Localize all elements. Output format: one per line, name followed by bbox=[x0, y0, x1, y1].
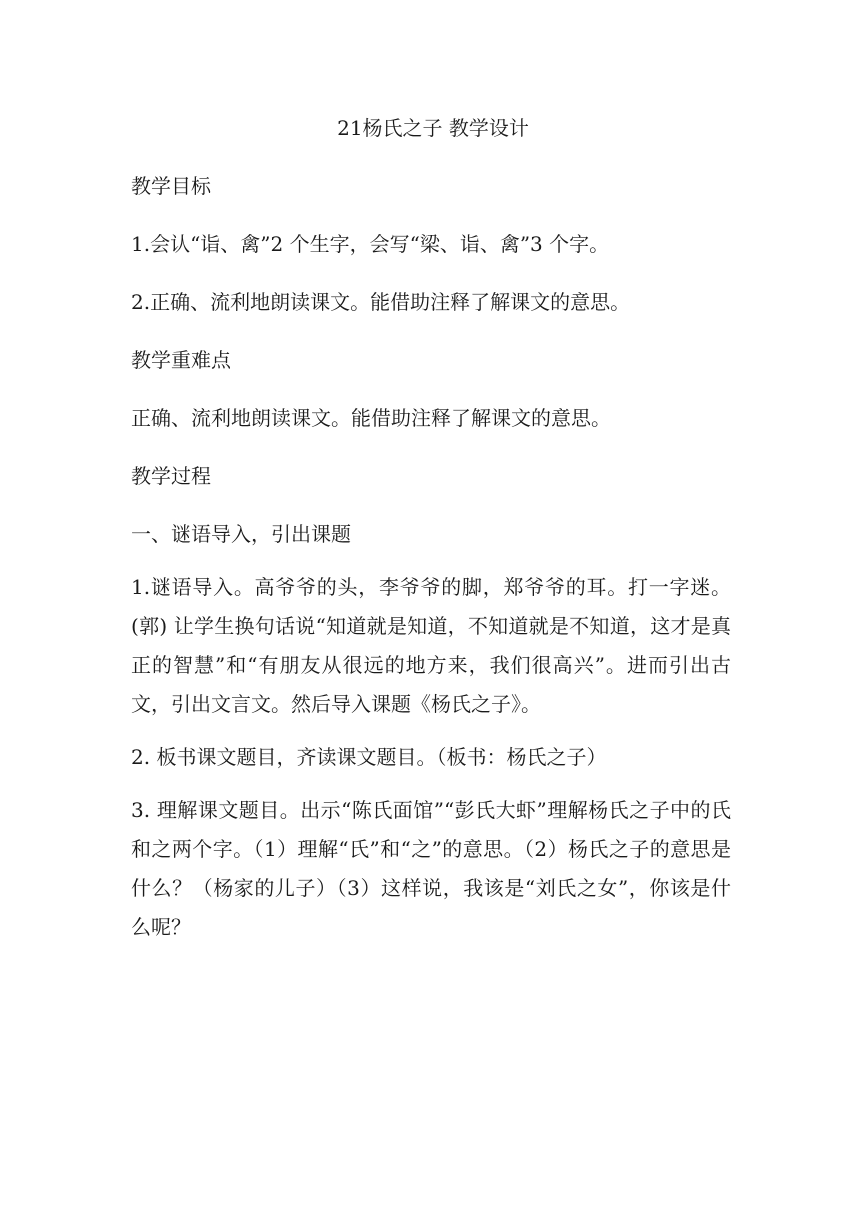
section-1-heading: 一、谜语导入，引出课题 bbox=[131, 522, 351, 546]
process-heading: 教学过程 bbox=[131, 464, 211, 488]
objective-item-1: 1.会认“诣、禽”2 个生字，会写“梁、诣、禽”3 个字。 bbox=[131, 232, 610, 256]
objective-item-2: 2.正确、流利地朗读课文。能借助注释了解课文的意思。 bbox=[131, 290, 631, 314]
key-points-heading: 教学重难点 bbox=[131, 348, 231, 372]
process-step-1: 1.谜语导入。高爷爷的头，李爷爷的脚，郑爷爷的耳。打一字迷。(郭) 让学生换句话说“知道就是知道，不知道就是不知道，这才是真正的智慧”和“有朋友从很远的地方来，我们很高兴”。进而引出古文，引出文言文。然后导入课题《杨氏之子》。 bbox=[131, 575, 731, 716]
key-points-text: 正确、流利地朗读课文。能借助注释了解课文的意思。 bbox=[131, 406, 611, 430]
document-body bbox=[131, 113, 731, 965]
objectives-heading: 教学目标 bbox=[131, 174, 211, 198]
process-step-2: 2. 板书课文题目，齐读课文题目。（板书：杨氏之子） bbox=[131, 745, 607, 769]
process-step-3: 3. 理解课文题目。出示“陈氏面馆”“彭氏大虾”理解杨氏之子中的氏和之两个字。（1）理解“氏”和“之”的意思。（2）杨氏之子的意思是什么？（杨家的儿子）（3）这样说，我该是“刘氏之女”，你该是什么呢？ bbox=[131, 798, 731, 939]
document-title: 21杨氏之子 教学设计 bbox=[337, 116, 529, 140]
